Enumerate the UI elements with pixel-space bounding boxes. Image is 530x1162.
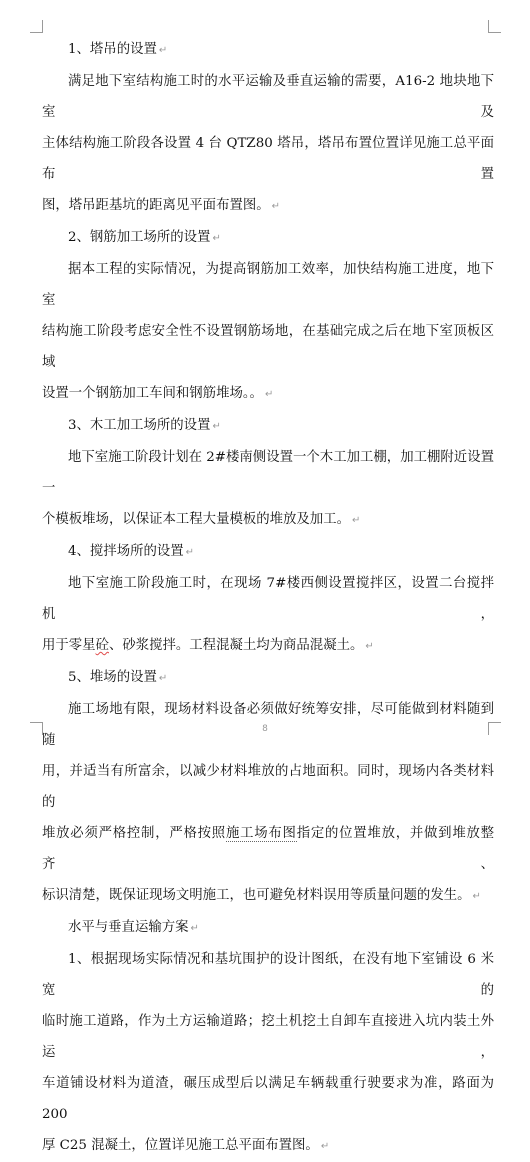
section-heading: 3、木工加工场所的设置 ↵	[68, 418, 221, 433]
crop-mark-top-right	[488, 20, 501, 33]
body-line: 临时施工道路，作为土方运输道路；挖土机挖土自卸车直接进入坑内装土外运，	[42, 1014, 494, 1060]
paragraph-mark-icon: ↵	[351, 515, 361, 526]
section-heading: 4、搅拌场所的设置 ↵	[68, 544, 195, 559]
body-line: 车道铺设材料为道渣，碾压成型后以满足车辆载重行驶要求为准，路面为 200	[42, 1076, 494, 1122]
section-heading: 5、堆场的设置 ↵	[68, 670, 168, 685]
body-line: 设置一个钢筋加工车间和钢筋堆场。。 ↵	[42, 386, 274, 401]
spellcheck-underlined-word: 砼	[95, 638, 109, 653]
paragraph-mark-icon: ↵	[158, 45, 168, 56]
underlined-reference: 施工场布图	[225, 826, 297, 841]
body-line: 1、根据现场实际情况和基坑围护的设计图纸，在没有地下室铺设 6 米宽的	[42, 952, 494, 998]
paragraph-mark-icon: ↵	[320, 1141, 330, 1152]
body-line: 用，并适当有所富余，以减少材料堆放的占地面积。同时，现场内各类材料的	[42, 764, 494, 810]
page-number: 8	[262, 724, 268, 734]
paragraph-mark-icon: ↵	[271, 201, 281, 212]
paragraph-mark-icon: ↵	[264, 389, 274, 400]
paragraph-mark-icon: ↵	[472, 891, 481, 902]
paragraph-mark-icon: ↵	[158, 673, 168, 684]
body-line: 结构施工阶段考虑安全性不设置钢筋场地，在基础完成之后在地下室顶板区域	[42, 324, 494, 370]
paragraph-mark-icon: ↵	[365, 641, 374, 652]
section-heading: 1、塔吊的设置 ↵	[68, 42, 168, 57]
body-line: 堆放必须严格控制，严格按照施工场布图指定的位置堆放，并做到堆放整齐、	[42, 826, 495, 872]
body-line: 地下室施工阶段施工时，在现场 7#楼西侧设置搅拌区，设置二台搅拌机，	[42, 576, 494, 622]
document-page	[42, 34, 494, 1162]
paragraph-mark-icon: ↵	[212, 421, 221, 432]
paragraph-mark-icon: ↵	[185, 547, 195, 558]
body-line: 图，塔吊距基坑的距离见平面布置图。 ↵	[42, 198, 281, 213]
body-line: 个模板堆场，以保证本工程大量模板的堆放及加工。 ↵	[42, 512, 361, 527]
body-line: 施工场地有限，现场材料设备必须做好统筹安排，尽可能做到材料随到随	[42, 702, 494, 748]
body-line: 据本工程的实际情况，为提高钢筋加工效率，加快结构施工进度，地下室	[42, 262, 494, 308]
paragraph-mark-icon: ↵	[212, 233, 221, 244]
body-line: 地下室施工阶段计划在 2#楼南侧设置一个木工加工棚，加工棚附近设置一	[42, 450, 494, 496]
body-line: 厚 C25 混凝土，位置详见施工总平面布置图。 ↵	[42, 1138, 330, 1153]
section-heading: 水平与垂直运输方案 ↵	[68, 920, 199, 935]
crop-mark-top-left	[30, 20, 43, 33]
body-line: 用于零星砼、砂浆搅拌。工程混凝土均为商品混凝土。 ↵	[42, 638, 374, 653]
body-line: 主体结构施工阶段各设置 4 台 QTZ80 塔吊，塔吊布置位置详见施工总平面布置	[42, 136, 494, 182]
section-heading: 2、钢筋加工场所的设置 ↵	[68, 230, 221, 245]
body-line: 满足地下室结构施工时的水平运输及垂直运输的需要，A16-2 地块地下室及	[42, 74, 494, 120]
body-line: 标识清楚，既保证现场文明施工，也可避免材料误用等质量问题的发生。 ↵	[42, 888, 481, 903]
paragraph-mark-icon: ↵	[190, 923, 199, 934]
